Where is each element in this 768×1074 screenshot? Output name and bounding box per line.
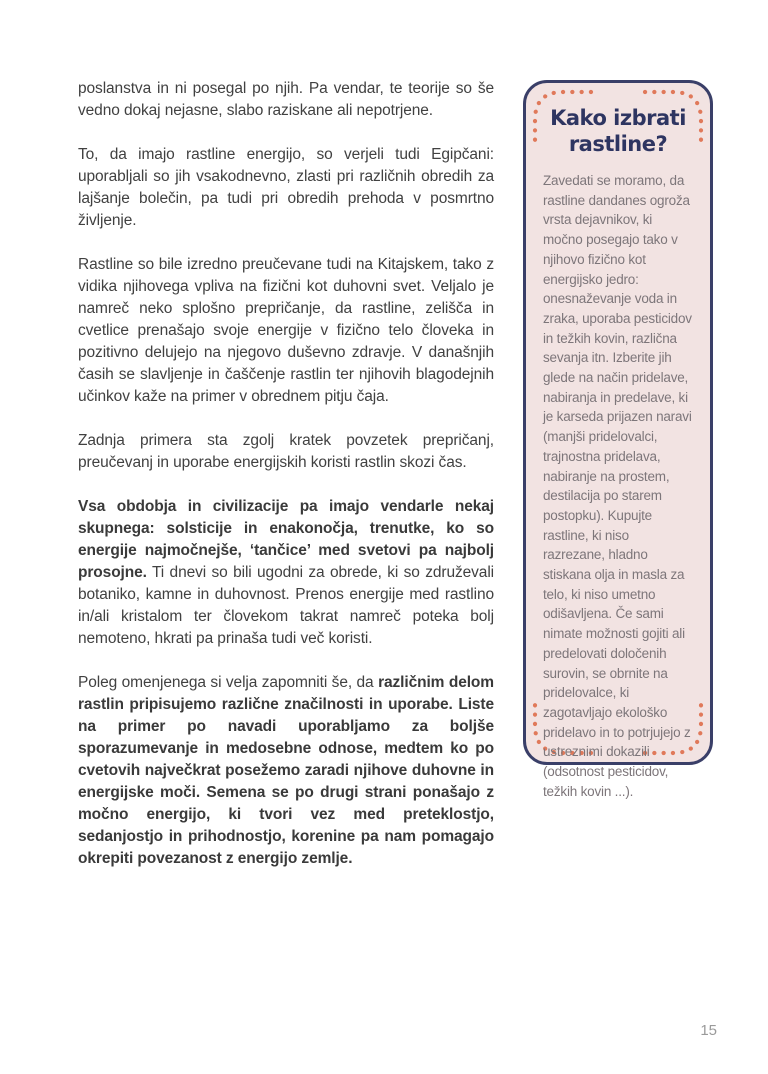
- sidebar-info-box: [523, 80, 713, 799]
- sidebar-content: [526, 83, 710, 799]
- paragraph: [78, 430, 494, 474]
- sidebar-title: Kako izbrati rastline?: [550, 106, 686, 156]
- paragraph: [78, 672, 494, 870]
- paragraph-text: Rastline so bile izredno preučevane tudi na Kitajskem, tako z vidika njihovega vpliva na fizični kot duhovni svet. Veljalo je namreč neko splošno prepričanje, da rastline, zelišča in cvetlice prenašajo svoje energije v fizično telo človeka in pozitivno delujejo na njegovo duševno zdravje. V današnjih časih se slavljenje in čaščenje rastlin ter njihovih blagodejnih učinkov kaže na primer v obrednem pitju čaja.: [78, 256, 494, 405]
- main-text-column: [78, 78, 494, 892]
- paragraph: [78, 78, 494, 122]
- paragraph-text: poslanstva in ni posegal po njih. Pa vendar, te teorije so še vedno dokaj nejasne, slabo raziskane ali nepotrjene.: [78, 80, 494, 119]
- paragraph: [78, 254, 494, 408]
- paragraph: [78, 496, 494, 650]
- paragraph: [78, 144, 494, 232]
- paragraph-text: Ti dnevi so bili ugodni za obrede, ki so združevali botaniko, kamne in duhovnost. Prenos energije med rastlino in/ali kristalom ter človekom takrat namreč poteka bolj nemoteno, hkrati pa prinaša tudi več koristi.: [78, 564, 495, 647]
- paragraph-text: Zadnja primera sta zgolj kratek povzetek prepričanj, preučevanj in uporabe energijskih koristi rastlin skozi čas.: [78, 432, 494, 471]
- paragraph-bold-text: Vsa obdobja in civilizacije pa imajo vendarle nekaj skupnega: solsticije in enakonočja, trenutke, ko so energije najmočnejše, ‘tančice’ med svetovi pa najbolj prosojne.: [78, 498, 494, 581]
- paragraph-bold-text: različnim delom rastlin pripisujemo različne značilnosti in uporabe. Liste na primer po navadi uporabljamo za boljše sporazumevanje in medosebne odnose, medtem ko po cvetovih največkrat posežemo zaradi njihove duhovne in energijske moči. Semena se po drugi strani ponašajo z močno energijo, ki tvori vez med preteklostjo, sedanjostjo in prihodnostjo, korenine pa nam pomagajo okrepiti povezanost z energijo zemlje.: [78, 674, 494, 867]
- sidebar-body-text: Zavedati se moramo, da rastline dandanes ogroža vrsta dejavnikov, ki močno posegajo tako v njihovo fizično kot energijsko jedro: onesnaževanje voda in zraka, uporaba pesticidov in težkih kovin, različna sevanja itn. Izberite jih glede na način pridelave, nabiranja in predelave, ki je karseda prijazen naravi (manjši pridelovalci, trajnostna pridelava, nabiranje na prostem, destilacija po starem postopku). Kupujte rastline, ki niso razrezane, hladno stiskana olja in masla za telo, ki niso umetno odišavljena. Če sami nimate možnosti gojiti ali predelovati določenih surovin, se obrnite na pridelovalce, ki zagotavljajo ekološko pridelavo in to potrjujejo z ustreznimi dokazili (odsotnost pesticidov, težkih kovin ...).: [543, 173, 692, 799]
- paragraph-text: To, da imajo rastline energijo, so verjeli tudi Egipčani: uporabljali so jih vsakodnevno, zlasti pri različnih obredih za lajšanje bolečin, pa tudi pri obredih prehoda v posmrtno življenje.: [78, 146, 494, 229]
- paragraph-text: Poleg omenjenega si velja zapomniti še, da: [78, 674, 374, 691]
- page-number: 15: [700, 1022, 717, 1039]
